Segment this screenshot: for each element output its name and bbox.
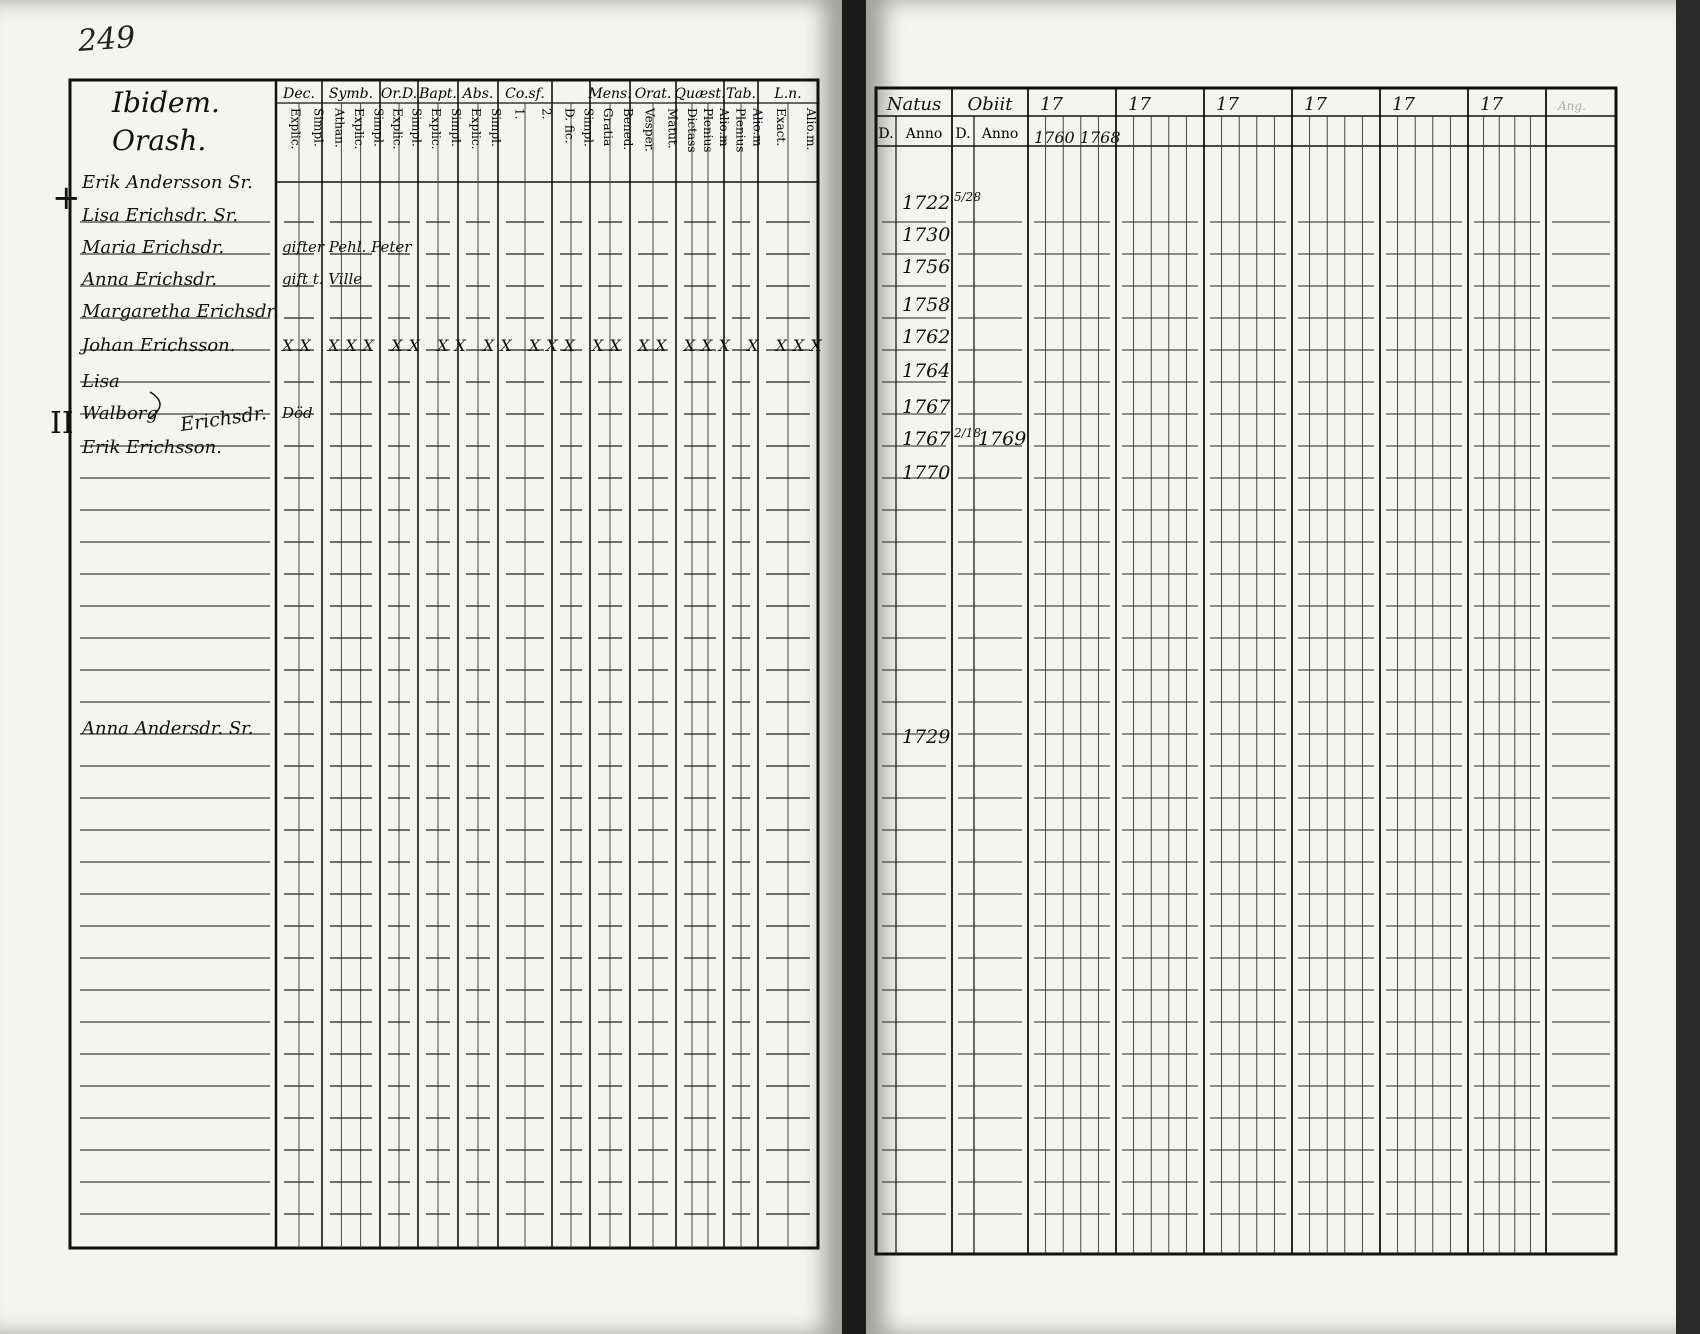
entry-name: Lisa Erichsdr. Sr. (82, 205, 239, 226)
column-header-sub: Simpl. (449, 108, 463, 147)
column-header-top: Mens. (588, 86, 632, 102)
column-header-sub: 1. (512, 108, 527, 120)
register-value: 1764 (902, 360, 951, 382)
bracket-surname: Erichsdr. (178, 402, 268, 436)
column-header-sub: Simpl. (311, 108, 326, 147)
group-header: 17 (1392, 94, 1415, 115)
column-header-sub: Explic. (429, 108, 443, 150)
register-value: 1760 1768 (1034, 128, 1121, 147)
column-header-top: Orat. (634, 86, 672, 102)
column-header-sub: Matut. (665, 108, 680, 149)
column-header-sub: Exact. (774, 108, 788, 147)
page-edge (1676, 0, 1700, 1334)
register-value: 1730 (902, 224, 951, 246)
page-number: 249 (76, 20, 137, 59)
column-header-sub: Dictass (685, 108, 699, 153)
column-header-top: Or.D. (380, 86, 418, 102)
column-header-sub: Simpl. (409, 108, 424, 147)
group-header: Ang. (1558, 99, 1586, 113)
group-header: 17 (1480, 94, 1503, 115)
right-page (866, 0, 1676, 1334)
column-header-sub: Simpl. (581, 108, 596, 147)
register-value: 1756 (902, 256, 951, 278)
register-value: 1769 (978, 428, 1027, 450)
column-header-top: Tab. (725, 86, 757, 102)
sub-heading: Orash. (112, 124, 207, 157)
book-gutter (842, 0, 866, 1334)
register-value: 1770 (902, 462, 951, 484)
entry-notes: Död (282, 404, 313, 422)
entry-name: Erik Andersson Sr. (82, 172, 253, 193)
group-header: Obiit (967, 94, 1013, 115)
column-header-sub: Plenius (733, 108, 748, 153)
column-header-top: L.n. (774, 86, 802, 102)
register-value: 2/18 (954, 426, 981, 440)
entry-name: Walborg (82, 403, 158, 424)
sub-header: Anno (905, 126, 943, 142)
register-value: 1729 (902, 726, 951, 748)
register-value: 1758 (902, 294, 951, 316)
lower-entry-name: Anna Andersdr. Sr. (82, 718, 254, 739)
margin-roman-two: II (50, 406, 74, 441)
register-value: 1767 (902, 396, 951, 418)
column-header-sub: Athan. (332, 108, 347, 148)
entry-name: Johan Erichsson. (82, 335, 236, 356)
entry-notes: XX XXX XX XX XX XXX XX XX XXX X XXX (282, 336, 828, 355)
column-header-top: Abs. (462, 86, 494, 102)
column-header-top: Bapt. (419, 86, 457, 102)
column-header-top: Co.sf. (505, 86, 545, 102)
group-header: 17 (1040, 94, 1063, 115)
column-header-top: Symb. (328, 86, 374, 102)
column-header-sub: Alio.m. (804, 108, 818, 151)
column-header-top: Quæst. (674, 86, 726, 102)
column-header-sub: Plenius (701, 108, 715, 153)
column-header-sub: Vesper. (642, 108, 657, 152)
column-header-sub: Alio.m (750, 108, 765, 147)
group-header: 17 (1304, 94, 1327, 115)
column-header-sub: Gratia (601, 108, 615, 147)
entry-notes: gift t. Ville (282, 270, 363, 288)
column-header-sub: Simpl. (489, 108, 503, 147)
register-value: 1762 (902, 326, 951, 348)
left-page (0, 0, 842, 1334)
entry-name: Anna Erichsdr. (82, 269, 217, 290)
entry-name: Lisa (82, 371, 120, 392)
sub-header: D. (878, 126, 894, 142)
column-header-sub: Bened. (621, 108, 635, 151)
group-header: Natus (886, 94, 942, 115)
column-header-sub: Alio.m (717, 108, 731, 147)
column-header-sub: Simpl. (371, 108, 386, 147)
place-heading: Ibidem. (112, 86, 220, 119)
entry-name: Margaretha Erichsdr. (82, 301, 279, 322)
column-header-sub: 2. (539, 108, 554, 120)
column-header-sub: D. fic. (562, 108, 577, 144)
left-register-grid (0, 0, 842, 1334)
right-frame (876, 88, 1616, 1254)
column-header-sub: Explic. (288, 108, 303, 150)
group-header: 17 (1128, 94, 1151, 115)
margin-cross: + (52, 178, 81, 218)
right-register-grid (866, 0, 1676, 1334)
sub-header: Anno (981, 126, 1019, 142)
entry-name: Maria Erichsdr. (82, 237, 225, 258)
entry-notes: gifter Pehl. Peter (282, 238, 412, 256)
register-value: 1722 (902, 192, 951, 214)
register-value: 1767 (902, 428, 951, 450)
entry-name: Erik Erichsson. (82, 437, 222, 458)
column-header-sub: Explic. (469, 108, 483, 150)
column-header-sub: Explic. (352, 108, 366, 150)
group-header: 17 (1216, 94, 1239, 115)
column-header-top: Dec. (283, 86, 315, 102)
sub-header: D. (955, 126, 971, 142)
column-header-sub: Explic. (390, 108, 405, 150)
register-value: 5/28 (954, 190, 981, 204)
